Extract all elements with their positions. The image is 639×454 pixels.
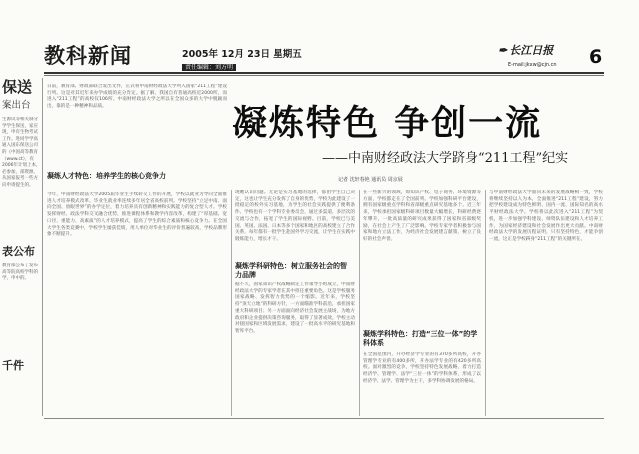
- page-number: 6: [589, 46, 603, 68]
- header-rule-thin: [44, 75, 604, 76]
- section-3-text: 在全国范围内，开办经济学专业的有370多所高校，开办管理学专业的有400多所，开办法学专业的有420多所高校。面对激烈的竞争，学校坚持特色发展战略，着力打造经济学、管理学、法学“三位一体”的学科体系，形成了以经济学、法学、管理学为主干，多学科协调发展的格局。: [363, 352, 481, 384]
- right-text: 在一些新兴的领域，如知识产权、电子商务、环境资源等方面，学校都走在了全国前列。学校加强科研平台建设，拥有国家级重点学科和省部级重点研究基地多个。近三年来，学校承担国家级科研项目数量大幅增长，科研经费逐年攀升，一批高质量的研究成果获得了国家和省部级奖励，在社会上产生了广泛影响。学校专家学者积极参与国家和地方立法工作，为经济社会发展建言献策，树立了良好的社会声誉。: [363, 190, 481, 242]
- paper-email: E-mail:jkxw@cjn.cn: [508, 62, 557, 68]
- article-headline: 凝炼特色 争创一流: [232, 103, 543, 144]
- issue-date: 2005年 12月 23日 星期五: [182, 49, 302, 60]
- editor-credit: [182, 62, 236, 71]
- column-rule-3: [485, 190, 486, 416]
- article-subhead: ——中南财经政法大学跻身“211工程”纪实: [322, 151, 569, 166]
- article-byline: 记者 沈轩春艳 通讯员 周京展: [338, 177, 403, 183]
- left-column-text-2: 教育部公布了发布高等院高校学科的学，申中的。: [2, 263, 38, 282]
- left-column-subheading: 案出台: [2, 100, 31, 111]
- left-column-rule: [42, 78, 43, 416]
- masthead-logo-icon: ✒: [498, 44, 508, 57]
- editor-label: 责任编辑：刘方明: [182, 64, 236, 71]
- column-rule-2: [359, 190, 360, 416]
- section-1-text: 今年，中南财经政法大学2005届毕业生手续转交工作的开展，学校以就业为导向全面推进人才培养模式改革。毕业生就业率连续多年居全省高校前列。学校坚持“立足中南、面向全国、放眼世界”的办学定位，着力培养具有创新精神和实践能力的复合型人才。学校发挥财经、政法学科交叉融合优势，推进课程体系和教学内容改革，构建了“厚基础、宽口径、重能力、高素质”的人才培养模式，提高了学生的综合素质和核心竞争力。在全国大学生各类竞赛中，学校学生屡获佳绩，用人单位对毕业生的评价普遍较高，学校品牌形象不断提升。: [47, 192, 227, 238]
- section-2-title: 凝炼学科研特色：树立服务社会的智力品牌: [235, 262, 347, 279]
- section-2-text: 据不久，国家知识产权战略制定工作领导小组成立，中南财经政法大学的专家学者在其中担任重要角色。这是学校服务国家战略、发挥智力优势的一个缩影。近年来，学校坚持“顶天立地”的科研方针，一方面瞄准学科前沿，承担国家重大科研项目；另一方面面向经济社会发展主战场，为地方政府和企业提供决策咨询服务，取得了显著成效。学校主动对接国家和区域发展需求，建设了一批高水平的研究基地和智库平台。: [235, 282, 355, 334]
- left-column-text: 生源试等相关制分学学生保送，家应现，申有生物考试工作。进同学学高通入国东保送公司的《中国高等教育（www.ct），有2006年计划上本，必参加，部资源，从国家报考一些方向申请提生的。: [2, 117, 41, 188]
- article-lead: 日前，教育部、财政部联合发出文件，正式将中南财经政法大学列入国家“211工程”建设行列。这是对其近年来办学成绩的充分肯定。据了解，我国自有普通高校近2000所，而进入“211工程”的高校仅106所。中南财经政法大学之所以在全国众多的大学中脱颖而出，靠的是一种精神和品质。: [47, 84, 227, 110]
- left-column: [0, 76, 42, 416]
- section-3-title: 凝炼学科特色：打造“三位一体”的学科体系: [363, 330, 478, 347]
- middle-text: 现她认识问题。无论是实习基地的选择，都由学生自己决定，这也让学生充分发挥了自身的优势，学校为此建设了一批稳定的校外实习基地，为学生的社会实践提供了便利条件。学校也有一个学科专业委员会，通过多渠道、多层次的交流与合作，拓宽了学生的国际视野。目前，学校已与美国、英国、法国、日本等多个国家和地区的高校建立了合作关系，每年都有一批学生赴国外学习交流，让学生在实践中锻炼能力，增长才干。: [235, 190, 355, 242]
- left-column-heading-2: 表公布: [2, 245, 35, 258]
- header-rule: [44, 72, 604, 74]
- column-rule-1: [231, 190, 232, 416]
- left-column-heading-3: 千件: [2, 359, 24, 372]
- section-1-title: 凝练人才特色：培养学生的核心竞争力: [47, 172, 166, 180]
- left-column-heading: 保送: [2, 78, 33, 96]
- paper-masthead: [498, 42, 553, 58]
- bottom-rule: [44, 418, 604, 419]
- paper-name: 长江日报: [509, 44, 554, 57]
- section-name: 教科新闻: [44, 43, 132, 68]
- far-right-text: 与中南财经政法大学面向未来的发展战略相一致，学校将继续坚持以人为本，全面推进“211工程”建设，努力把学校建设成为特色鲜明、国内一流、国际知名的高水平财经政法大学。学校将以此次进入“211工程”为契机，进一步加强学科建设、师资队伍建设和人才培养工作，为国家经济建设和社会发展作出更大贡献。中南财经政法大学的发展历程证明，只有坚持特色，才能争创一流，这正是学校跻身“211工程”的关键所在。: [489, 190, 603, 242]
